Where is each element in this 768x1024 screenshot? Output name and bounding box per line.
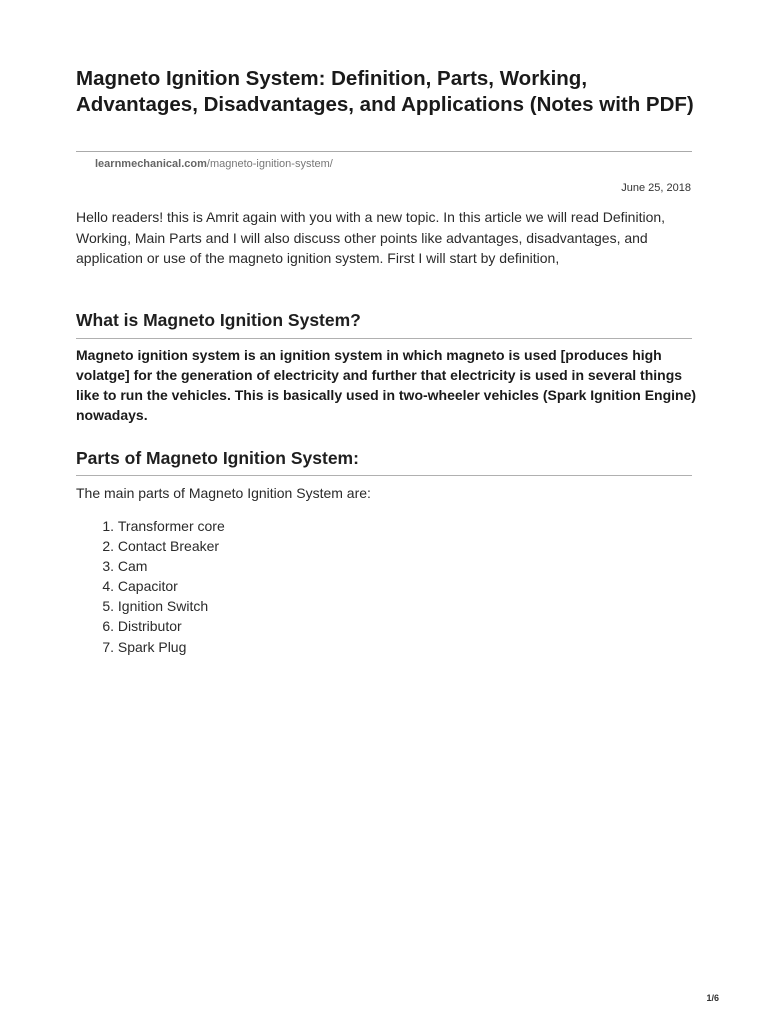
intro-paragraph: Hello readers! this is Amrit again with you with a new topic. In this article we will read Definition, Working, Main Parts and I will also discuss other points like advantages, disadvantages, and application or use of the magneto ignition system. First I will start by definition, bbox=[76, 209, 666, 267]
list-item: 4. Capacitor bbox=[102, 578, 178, 595]
page-number: 1/6 bbox=[706, 993, 719, 1003]
article-title: Magneto Ignition System: Definition, Parts, Working, Advantages, Disadvantages, and Applications (Notes with PDF) bbox=[76, 67, 694, 116]
list-item: 2. Contact Breaker bbox=[102, 538, 220, 555]
publish-date: June 25, 2018 bbox=[621, 182, 691, 194]
source-path: /magneto-ignition-system/ bbox=[206, 158, 333, 170]
source-url[interactable] bbox=[95, 157, 333, 171]
list-item: 5. Ignition Switch bbox=[102, 598, 209, 615]
definition-paragraph: Magneto ignition system is an ignition system in which magneto is used [produces high volatge] for the generation of electricity and further that electricity is used in several things like to run the vehicles. This is basically used in two-wheeler vehicles (Spark Ignition Engine) nowadays. bbox=[76, 347, 697, 423]
parts-heading-divider bbox=[76, 475, 692, 476]
definition-heading-divider bbox=[76, 338, 692, 339]
parts-heading: Parts of Magneto Ignition System: bbox=[76, 448, 359, 468]
definition-heading: What is Magneto Ignition System? bbox=[76, 310, 361, 330]
list-item: 3. Cam bbox=[102, 558, 148, 575]
parts-intro: The main parts of Magneto Ignition System are: bbox=[76, 485, 371, 501]
title-divider bbox=[76, 151, 692, 152]
list-item: 7. Spark Plug bbox=[102, 638, 187, 655]
source-domain: learnmechanical.com bbox=[95, 158, 207, 170]
list-item: 6. Distributor bbox=[102, 618, 182, 635]
list-item: 1. Transformer core bbox=[102, 518, 225, 534]
parts-list bbox=[76, 516, 225, 657]
